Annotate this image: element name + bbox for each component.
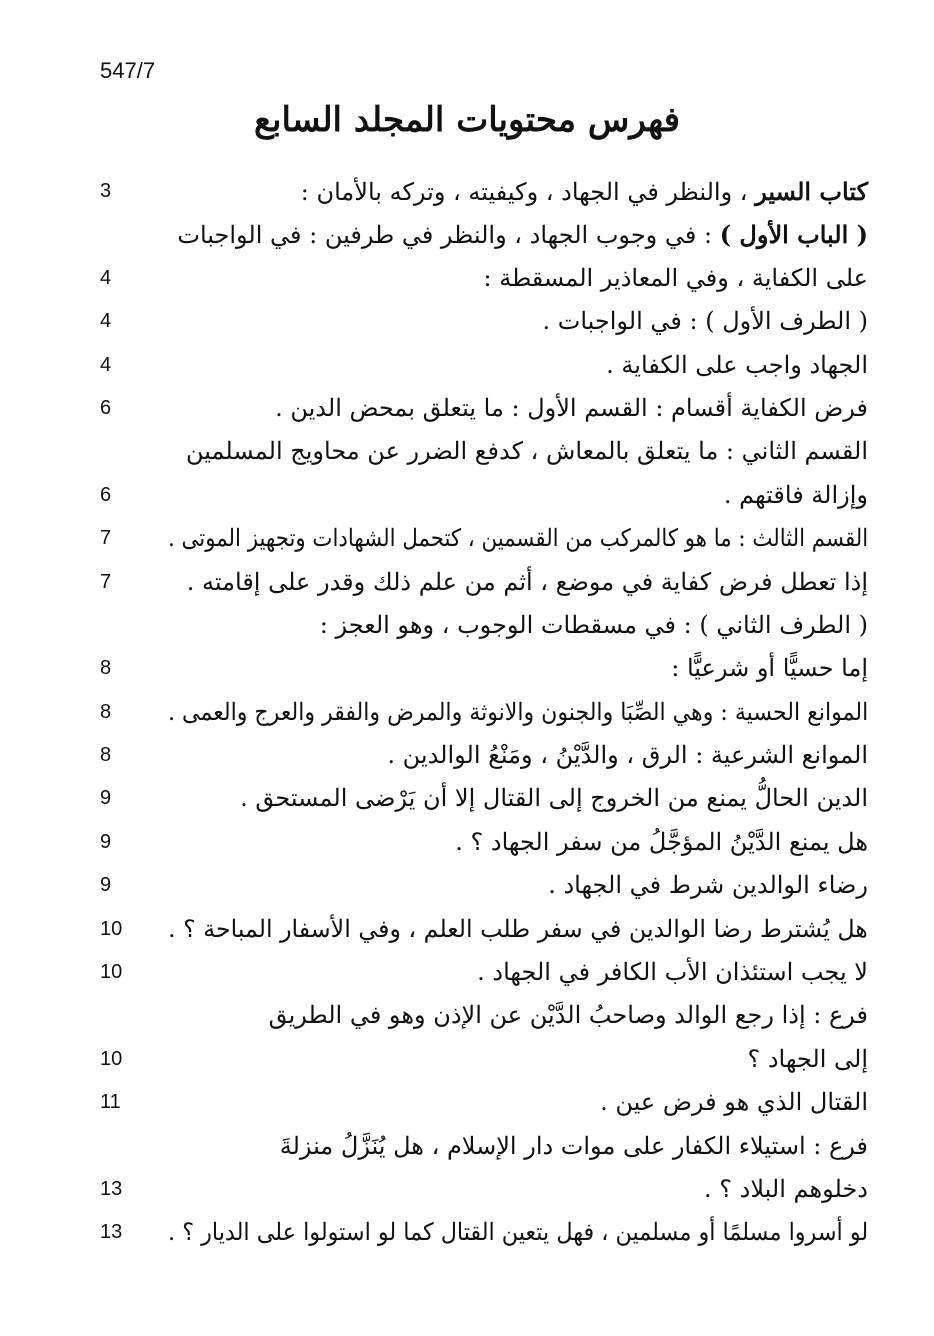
toc-entry-page-number: 7 (100, 527, 112, 550)
toc-entry (96, 257, 868, 300)
toc-entry-page-number: 6 (100, 396, 112, 419)
toc-entry-text (671, 647, 868, 690)
toc-entry-text (168, 691, 868, 734)
toc-entry-description: على الكفاية ، وفي المعاذير المسقطة : (483, 263, 868, 292)
toc-entry-text (186, 430, 868, 473)
toc-entry (96, 1168, 868, 1211)
toc-entry (96, 213, 868, 256)
toc-entry-page-number: 8 (100, 657, 112, 680)
toc-entry (96, 1211, 868, 1254)
toc-entry-text (269, 994, 868, 1037)
toc-entry (96, 821, 868, 864)
toc-entry-text (320, 604, 868, 647)
toc-entry-page-number: 10 (100, 917, 123, 940)
toc-entry (96, 951, 868, 994)
toc-entry-text (275, 387, 868, 430)
toc-entry (96, 864, 868, 907)
toc-entry-text (548, 864, 868, 907)
toc-entry-text (724, 474, 868, 517)
toc-entry-page-number: 10 (100, 961, 123, 984)
toc-entry-description: فرع : إذا رجع الوالد وصاحبُ الدَّيْن عن الإذن وهو في الطريق (268, 1001, 868, 1030)
toc-entry-description: إما حسيًّا أو شرعيًّا : (671, 654, 868, 683)
toc-entry (96, 994, 868, 1037)
toc-entry-description: إلى الجهاد ؟ (747, 1044, 868, 1073)
toc-entry-text (484, 257, 869, 300)
toc-entry (96, 1038, 868, 1081)
toc-entry-text (747, 1038, 868, 1081)
toc-entry-description: الموانع الشرعية : الرق ، والدَّيْنُ ، ومَنْعُ الوالدين . (387, 741, 868, 770)
toc-entry (96, 517, 868, 560)
toc-entry-description: ( الطرف الأول ) : في الواجبات . (542, 307, 868, 336)
toc-entry-description: : في وجوب الجهاد ، والنظر في طرفين : في الواجبات (177, 221, 720, 250)
toc-entry-page-number: 3 (100, 180, 112, 202)
toc-entry-description: دخلوهم البلاد ؟ . (704, 1174, 868, 1203)
toc-entry-page-number: 4 (100, 310, 112, 333)
toc-entry-description: ( الطرف الثاني ) : في مسقطات الوجوب ، وهو العجز : (319, 610, 868, 639)
toc-entry-description: القسم الثاني : ما يتعلق بالمعاش ، كدفع الضرر عن محاويج المسلمين (186, 437, 868, 466)
toc-entry-page-number: 11 (100, 1091, 121, 1114)
toc-entry-description: القتال الذي هو فرض عين . (600, 1088, 868, 1117)
toc-entry-page-number: 8 (100, 700, 112, 723)
toc-entry-text (606, 344, 868, 387)
toc-entry-text (187, 561, 868, 604)
toc-entry (96, 1081, 868, 1124)
toc-entry-page-number: 6 (100, 483, 112, 506)
toc-entry-text (301, 170, 868, 214)
toc-entry-page-number: 8 (100, 744, 112, 767)
toc-entry-page-number: 7 (100, 570, 112, 593)
toc-entry-page-number: 4 (100, 266, 112, 289)
toc-entry-page-number: 4 (100, 353, 112, 376)
toc-entry-description: وإزالة فاقتهم . (723, 480, 868, 509)
toc-entry-description: إذا تعطل فرض كفاية في موضع ، أثم من علم ذلك وقدر على إقامته . (186, 567, 868, 596)
toc-entry (96, 344, 868, 387)
toc-entry (96, 387, 868, 430)
toc-entry-description: الموانع الحسية : وهي الصِّبَا والجنون والانوثة والمرض والفقر والعرج والعمى . (167, 697, 868, 726)
toc-entry-description: فرع : استيلاء الكفار على موات دار الإسلام ، هل يُنَزَّلُ منزلةَ (279, 1131, 868, 1160)
toc-entry-description: القسم الثالث : ما هو كالمركب من القسمين ، كتحمل الشهادات وتجهيز الموتى . (167, 524, 868, 553)
toc-entry (96, 604, 868, 647)
table-of-contents (96, 170, 868, 1255)
toc-entry-description: هل يُشترط رضا الوالدين في سفر طلب العلم ، وفي الأسفار المباحة ؟ . (168, 914, 868, 943)
toc-entry-text (600, 1081, 868, 1124)
page-title: فهرس محتويات المجلد السابع (253, 100, 681, 140)
toc-entry-description: هل يمنع الدَّيْنُ المؤجَّلُ من سفر الجهاد ؟ . (455, 827, 868, 856)
toc-entry-page-number: 13 (100, 1177, 123, 1200)
toc-entry (96, 734, 868, 777)
toc-entry-text (704, 1168, 868, 1211)
toc-entry-page-number: 9 (100, 787, 112, 810)
toc-entry-description: لو أسروا مسلمًا أو مسلمين ، فهل يتعين القتال كما لو استولوا على الديار ؟ . (167, 1218, 868, 1247)
toc-entry-text (168, 908, 868, 951)
toc-entry (96, 777, 868, 820)
toc-entry (96, 300, 868, 343)
page-number: 547/7 (100, 58, 156, 83)
toc-entry-description: فرض الكفاية أقسام : القسم الأول : ما يتعلق بمحض الدين . (275, 393, 868, 422)
toc-entry-page-number: 9 (100, 830, 112, 853)
toc-entry (96, 170, 868, 213)
toc-entry (96, 908, 868, 951)
toc-entry (96, 691, 868, 734)
toc-entry-text (240, 777, 868, 820)
toc-entry-text (455, 821, 868, 864)
toc-entry (96, 430, 868, 473)
toc-entry-text (177, 213, 868, 257)
toc-entry-text (280, 1125, 868, 1168)
toc-entry-text (477, 951, 868, 994)
toc-entry (96, 647, 868, 690)
toc-entry-description: لا يجب استئذان الأب الكافر في الجهاد . (477, 958, 868, 987)
toc-entry-text (542, 300, 868, 343)
toc-entry-heading: ( الباب الأول ) (719, 220, 868, 250)
toc-entry-page-number: 13 (100, 1221, 123, 1244)
toc-entry (96, 1125, 868, 1168)
toc-entry-text (168, 1211, 868, 1254)
toc-entry-description: الجهاد واجب على الكفاية . (606, 350, 868, 379)
toc-entry-page-number: 10 (100, 1047, 123, 1070)
toc-entry-description: رضاء الوالدين شرط في الجهاد . (548, 871, 868, 900)
toc-entry-description: ، والنظر في الجهاد ، وكيفيته ، وتركه بالأمان : (300, 178, 756, 206)
toc-entry-heading: كتاب السير (755, 177, 868, 206)
toc-entry (96, 561, 868, 604)
toc-entry-text (168, 517, 868, 560)
toc-entry-description: الدين الحالُّ يمنع من الخروج إلى القتال إلا أن يَرْضى المستحق . (240, 784, 868, 813)
toc-entry-page-number: 9 (100, 874, 112, 897)
toc-entry-text (387, 734, 868, 777)
toc-entry (96, 474, 868, 517)
